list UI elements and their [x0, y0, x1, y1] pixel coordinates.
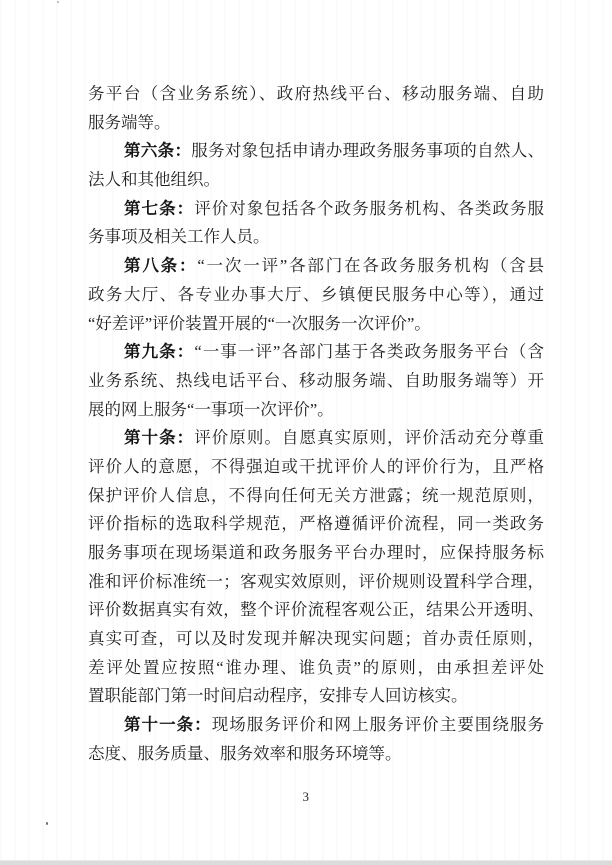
article-number: 第六条： — [124, 141, 192, 161]
line-text: 评价对象包括各个政务服务机构、各类政务服 — [194, 198, 545, 218]
line-text: 展的网上服务“一事项一次评价”。 — [88, 399, 334, 419]
text-line — [88, 137, 544, 166]
line-text: “一事一评”各部门基于各类政务服务平台（含 — [194, 342, 544, 362]
line-text: 置职能部门第一时间启动程序，安排专人回访核实。 — [88, 686, 468, 706]
page-number: 3 — [302, 789, 310, 804]
text-line — [88, 453, 544, 482]
text-line — [88, 80, 544, 109]
text-line — [88, 396, 544, 425]
document-body-text — [88, 80, 544, 769]
line-text: 评价人的意愿，不得强迫或干扰评价人的评价行为，且严格 — [88, 456, 544, 476]
text-line — [88, 654, 544, 683]
article-number: 第八条： — [124, 256, 198, 276]
scan-speck — [46, 822, 48, 825]
text-line — [88, 109, 544, 138]
article-number: 第九条： — [124, 342, 195, 362]
line-text: 保护评价人信息，不得向任何无关方泄露；统一规范原则， — [88, 485, 544, 505]
line-text: 服务对象包括申请办理政务服务事项的自然人、 — [191, 141, 544, 161]
text-line — [88, 281, 544, 310]
text-line — [88, 539, 544, 568]
text-line — [88, 338, 544, 367]
text-line — [88, 510, 544, 539]
text-line — [88, 367, 544, 396]
text-line — [88, 625, 544, 654]
line-text: 评价指标的选取科学规范，严格遵循评价流程，同一类政务 — [88, 514, 544, 534]
line-text: 业务系统、热线电话平台、移动服务端、自助服务端等）开 — [88, 370, 544, 390]
article-number: 第七条： — [124, 198, 195, 218]
article-number: 第十条： — [124, 428, 195, 448]
line-text: 态度、服务质量、服务效率和服务环境等。 — [88, 743, 402, 763]
line-text: 准和评价标准统一；客观实效原则，评价规则设置科学合理， — [88, 571, 544, 591]
text-line — [88, 195, 544, 224]
line-text: 务平台（含业务系统）、政府热线平台、移动服务端、自助 — [88, 84, 544, 103]
text-line — [88, 711, 544, 740]
line-text: 服务事项在现场渠道和政务服务平台办理时，应保持服务标 — [88, 543, 544, 562]
text-line — [88, 682, 544, 711]
scan-speck — [57, 1, 59, 3]
line-text: “一次一评”各部门在各政务服务机构（含县 — [197, 256, 545, 276]
text-line — [88, 596, 544, 625]
line-text: 政务大厅、各专业办事大厅、乡镇便民服务中心等），通过 — [88, 284, 544, 304]
text-line — [88, 310, 544, 339]
text-line — [88, 252, 544, 281]
scanner-edge-band — [0, 860, 612, 865]
text-line — [88, 568, 544, 597]
text-line — [88, 223, 544, 252]
line-text: 差评处置应按照“谁办理、谁负责”的原则，由承担差评处 — [88, 657, 544, 677]
line-text: 真实可查，可以及时发现并解决现实问题；首办责任原则， — [88, 629, 544, 649]
line-text: 评价数据真实有效，整个评价流程客观公正，结果公开透明、 — [88, 600, 544, 620]
article-number: 第十一条： — [124, 715, 212, 735]
line-text: 评价原则。自愿真实原则，评价活动充分尊重 — [194, 428, 545, 448]
text-line — [88, 740, 544, 769]
text-line — [88, 482, 544, 511]
line-text: “好差评”评价装置开展的“一次服务一次评价”。 — [88, 313, 431, 333]
line-text: 服务端等。 — [88, 112, 171, 132]
text-line — [88, 166, 544, 195]
line-text: 务事项及相关工作人员。 — [88, 227, 270, 247]
text-line — [88, 424, 544, 453]
line-text: 法人和其他组织。 — [88, 170, 220, 190]
line-text: 现场服务评价和网上服务评价主要围绕服务 — [211, 715, 545, 735]
